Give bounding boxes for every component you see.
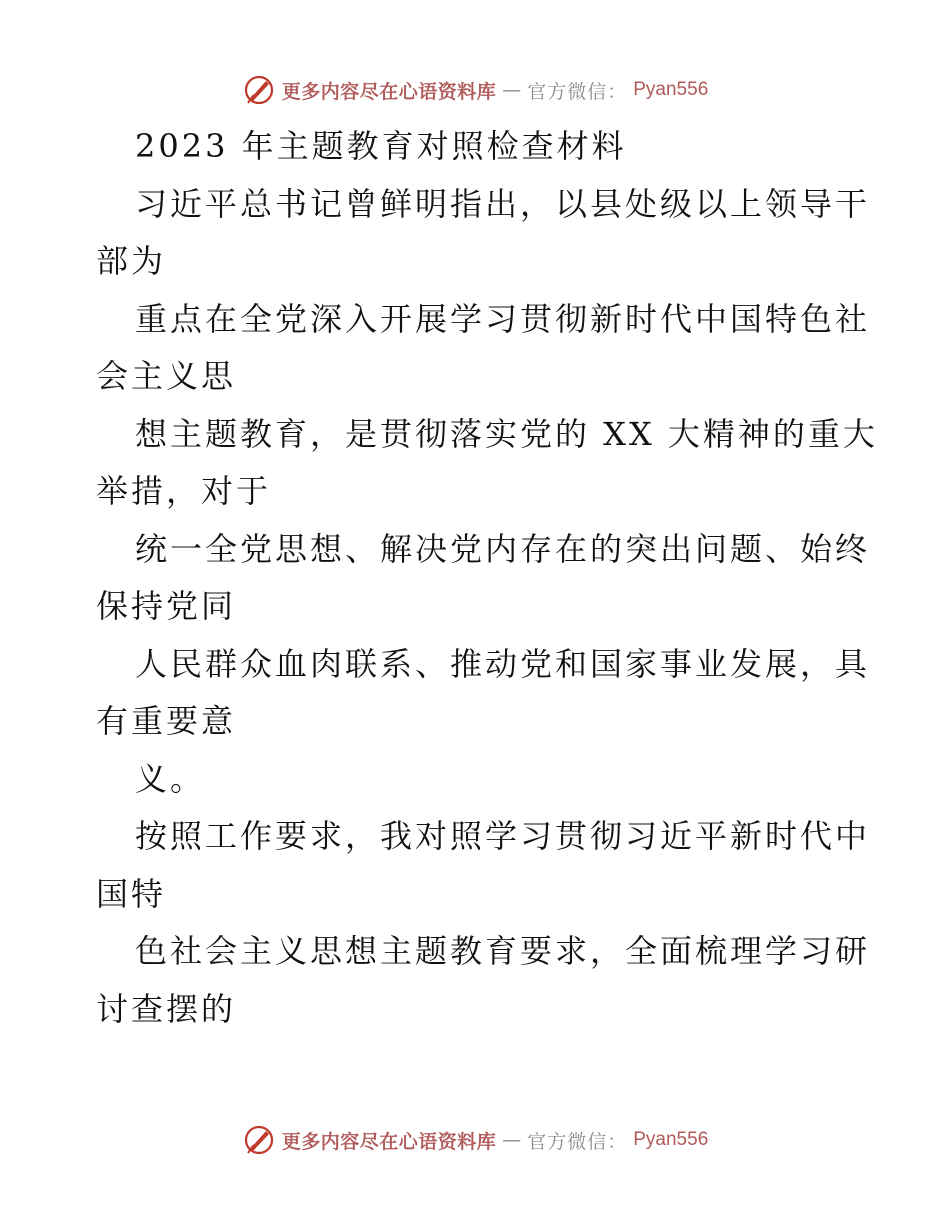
banner-wechat-label: 官方微信： [527, 1130, 628, 1153]
document-line: 2023 年主题教育对照检查材料 [135, 127, 627, 165]
banner-main-text: 更多内容尽在心语资料库 [281, 80, 497, 103]
document-line: 讨查摆的 [96, 989, 237, 1028]
banner-wechat-id: Pyan556 [633, 1129, 709, 1150]
document-line: 按照工作要求，我对照学习贯彻习近平新时代中 [135, 817, 871, 855]
banner-main-text: 更多内容尽在心语资料库 [281, 1130, 497, 1153]
document-line: 统一全党思想、解决党内存在的突出问题、始终 [135, 529, 871, 568]
document-line: 部为 [96, 242, 167, 280]
banner-wechat-label: 官方微信： [527, 80, 628, 103]
document-line: 国特 [96, 874, 167, 913]
document-line: 举措，对于 [96, 472, 272, 510]
header-banner [0, 70, 950, 110]
document-line: 色社会主义思想主题教育要求，全面梳理学习研 [135, 932, 871, 970]
document-line: 想主题教育，是贯彻落实党的 XX 大精神的重大 [135, 414, 878, 453]
document-line: 人民群众血肉联系、推动党和国家事业发展，具 [135, 644, 871, 683]
document-line: 重点在全党深入开展学习贯彻新时代中国特色社 [135, 299, 871, 338]
banner-wechat-id: Pyan556 [633, 79, 709, 100]
quill-pen-logo-icon [242, 1123, 276, 1157]
quill-pen-logo-icon [242, 73, 276, 107]
document-line: 有重要意 [96, 702, 237, 740]
document-line: 习近平总书记曾鲜明指出，以县处级以上领导干 [135, 184, 871, 223]
footer-banner [0, 1120, 950, 1160]
document-line: 会主义思 [96, 357, 237, 395]
banner-dash: — [502, 79, 522, 101]
document-body [96, 118, 878, 1038]
banner-dash: — [502, 1129, 522, 1151]
document-line: 保持党同 [96, 587, 237, 625]
document-line: 义。 [135, 759, 206, 798]
